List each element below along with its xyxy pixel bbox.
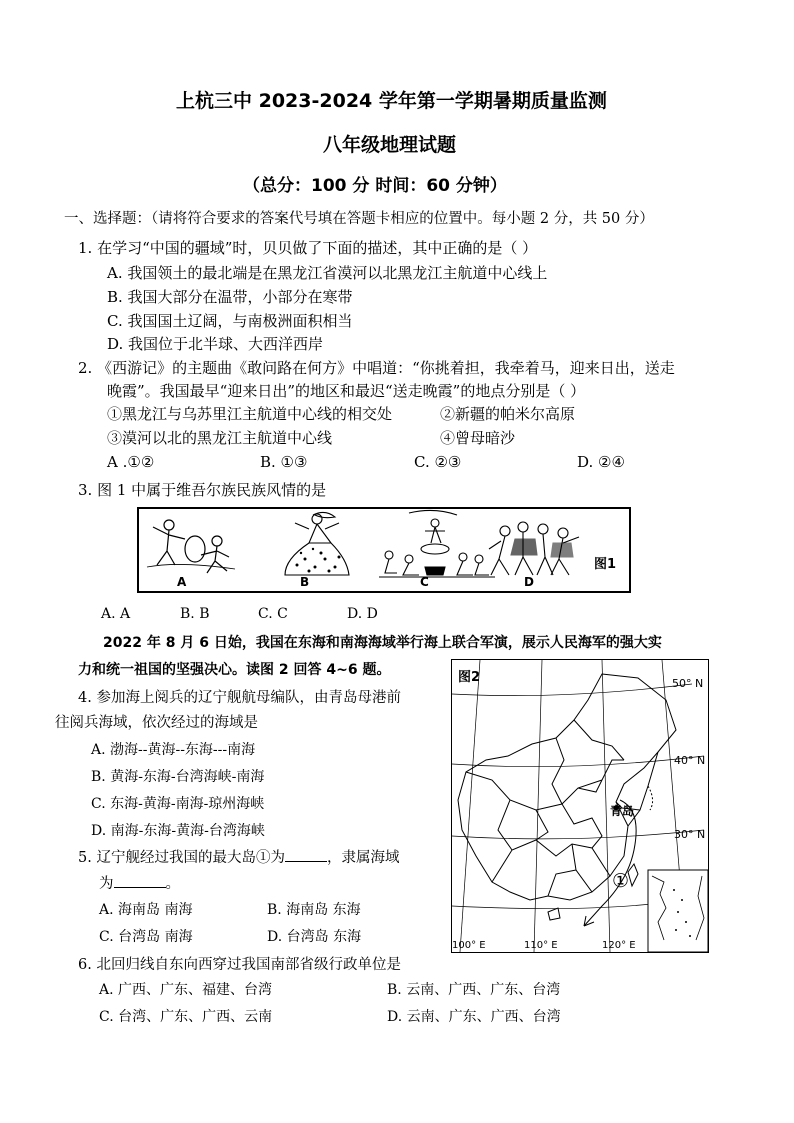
- option-b: B. ①③: [260, 453, 308, 471]
- option-c: C. 我国国土辽阔，与南极洲面积相当: [107, 312, 353, 330]
- longitude-100e-label: 100° E: [452, 940, 486, 951]
- option-c: C. ②③: [414, 453, 462, 471]
- option-c: C. 台湾岛 南海: [99, 929, 193, 945]
- section-heading: 一、选择题：（请将符合要求的答案代号填在答题卡相应的位置中。每小题 2 分，共 50 分）: [64, 211, 654, 227]
- question-stem: 3. 图 1 中属于维吾尔族民族风情的是: [78, 481, 327, 499]
- qingdao-label: 青岛: [610, 804, 635, 818]
- option-b: B. 海南岛 东海: [267, 902, 361, 918]
- question-stem-line2: [99, 872, 180, 893]
- statement-4: ④曾母暗沙: [440, 429, 516, 447]
- option-b: B. 我国大部分在温带，小部分在寒带: [107, 288, 353, 306]
- stem-text-a: 5. 辽宁舰经过我国的最大岛①为: [78, 850, 285, 866]
- figure-1-letter-c: C: [420, 575, 429, 589]
- option-a: A. 海南岛 南海: [99, 902, 193, 918]
- question-stem-line1: [78, 846, 399, 867]
- option-d: D. D: [347, 606, 378, 622]
- latitude-50n-label: 50° N: [672, 677, 704, 690]
- option-c: C. C: [258, 606, 288, 622]
- option-a: A. A: [101, 606, 131, 622]
- island-1-marker: ①: [612, 870, 630, 892]
- figure-1-label: 图1: [594, 557, 617, 572]
- longitude-110e-label: 110° E: [524, 940, 558, 951]
- stem-text-b: ，隶属海域: [326, 850, 400, 866]
- statement-1: ①黑龙江与乌苏里江主航道中心线的相交处: [107, 405, 393, 423]
- option-b: B. B: [180, 606, 210, 622]
- figure-1-letter-a: A: [177, 575, 187, 589]
- exam-subtitle: 八年级地理试题: [323, 134, 457, 156]
- question-stem-line2: 往阅兵海域，依次经过的海域是: [55, 715, 258, 731]
- figure-1-letter-d: D: [524, 575, 534, 589]
- option-d: D. 南海-东海-黄海-台湾海峡: [91, 823, 265, 839]
- figure-1-illustration: [139, 509, 629, 591]
- figure-1-letter-b: B: [300, 575, 310, 589]
- option-c: C. 东海-黄海-南海-琼州海峡: [91, 796, 265, 812]
- option-d: D. 台湾岛 东海: [267, 929, 362, 945]
- question-stem-line2: 晚霞”。我国最早“迎来日出”的地区和最迟“送走晚霞”的地点分别是（ ）: [107, 382, 586, 400]
- option-b: B. 云南、广西、广东、台湾: [387, 982, 561, 998]
- exam-meta: （总分：100 分 时间：60 分钟）: [243, 176, 507, 196]
- question-stem: 6. 北回归线自东向西穿过我国南部省级行政单位是: [78, 957, 401, 973]
- option-a: A .①②: [107, 453, 155, 471]
- option-b: B. 黄海-东海-台湾海峡-南海: [91, 769, 265, 785]
- latitude-40n-label: 40° N: [674, 754, 706, 767]
- question-stem-line1: 2. 《西游记》的主题曲《敢问路在何方》中唱道：“你挑着担，我牵着马，迎来日出，送走: [78, 359, 675, 377]
- option-a: A. 渤海--黄海--东海---南海: [91, 742, 256, 758]
- option-a: A. 我国领土的最北端是在黑龙江省漠河以北黑龙江主航道中心线上: [107, 264, 548, 282]
- reading-passage-line1: 2022 年 8 月 6 日始，我国在东海和南海海域举行海上联合军演，展示人民海军的强大实: [103, 635, 662, 651]
- question-stem: 1. 在学习“中国的疆域”时，贝贝做了下面的描述，其中正确的是（ ）: [78, 239, 538, 257]
- question-stem-line1: 4. 参加海上阅兵的辽宁舰航母编队，由青岛母港前: [78, 690, 401, 706]
- option-a: A. 广西、广东、福建、台湾: [99, 982, 273, 998]
- answer-blank-2[interactable]: [114, 887, 166, 888]
- figure-1-ethnic-customs: [137, 507, 631, 593]
- option-d: D. 我国位于北半球、大西洋西岸: [107, 335, 324, 353]
- stem-text-d: 。: [165, 876, 180, 892]
- answer-blank-1[interactable]: [285, 861, 327, 862]
- option-d: D. 云南、广东、广西、台湾: [387, 1009, 561, 1025]
- option-c: C. 台湾、广东、广西、云南: [99, 1009, 273, 1025]
- exam-title: 上杭三中 2023-2024 学年第一学期暑期质量监测: [176, 90, 607, 112]
- stem-text-c: 为: [99, 876, 114, 892]
- option-d: D. ②④: [577, 453, 625, 471]
- reading-passage-line2: 力和统一祖国的坚强决心。读图 2 回答 4~6 题。: [78, 662, 391, 678]
- figure-2-label: 图2: [458, 670, 481, 685]
- longitude-120e-label: 120° E: [602, 940, 636, 951]
- statement-3: ③漠河以北的黑龙江主航道中心线: [107, 429, 333, 447]
- latitude-30n-label: 30° N: [674, 828, 706, 841]
- statement-2: ②新疆的帕米尔高原: [440, 405, 576, 423]
- china-map-drawing: [452, 660, 708, 952]
- figure-2-china-map: [451, 659, 709, 953]
